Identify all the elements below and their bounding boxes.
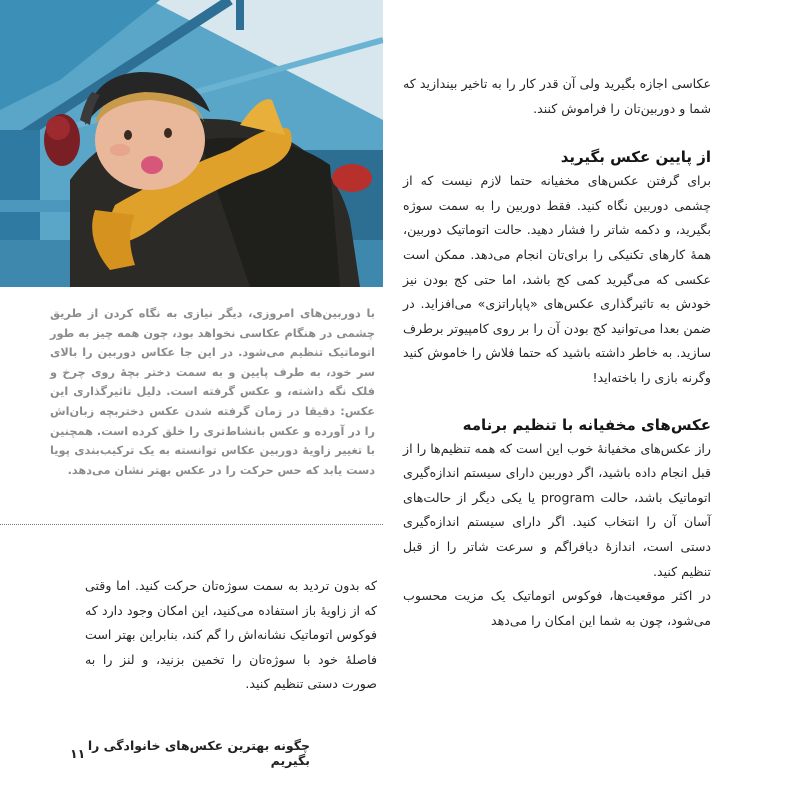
child-portrait-photo (0, 0, 383, 287)
section-heading-candid-program: عکس‌های مخفیانه با تنظیم برنامه (462, 415, 711, 434)
left-column-text: که بدون تردید به سمت سوژه‌تان حرکت کنید. اما وقتی که از زاویهٔ باز استفاده می‌کنید، این امکان وجود دارد که فوکوس اتوماتیک نشانه‌اش را گم کند، بنابراین بهتر است فاصلهٔ خود با سوژه‌تان را تخمین بزنید، و لنز را به صورت دستی تنظیم کنید. (85, 578, 377, 691)
section-heading-shoot-from-below: از پایین عکس بگیرید (560, 148, 711, 167)
dotted-divider (0, 524, 383, 525)
intro-paragraph: عکاسی اجازه بگیرید ولی آن قدر کار را به تاخیر بیندازید که شما و دوربین‌تان را فراموش کنند. (403, 76, 711, 116)
photo-caption: با دوربین‌های امروزی، دیگر نیازی به نگاه کردن از طریق چشمی در هنگام عکاسی نخواهد بود، چون همه چیز به طور اتوماتیک تنظیم می‌شود. در این جا عکاس دوربین را بالای سر خود، به طرف پایین و به سمت دختر بچهٔ روی چرخ و فلک نگه داشته، و عکس گرفته است. دلیل تاثیرگذاری این عکس: دقیقا در زمان گرفته شدن عکس دختربچه زبان‌اش را در آورده و عکس بانشاط‌تری را خلق کرده است. همچنین با تغییر زاویهٔ دوربین عکاس توانسته به یک ترکیب‌بندی پویا دست یابد که حس حرکت را در عکس بهتر نشان می‌دهد. (50, 307, 375, 477)
book-title: چگونه بهترین عکس‌های خانوادگی را بگیریم (87, 738, 310, 768)
paragraph-candid-program: راز عکس‌های مخفیانهٔ خوب این است که همه تنظیم‌ها را از قبل انجام داده باشید، اگر دوربین دارای سیستم اندازه‌گیری اتوماتیک باشد، حالت program یا یکی دیگر از حالت‌های آسان آن را انتخاب کنید. اگر دارای سیستم اندازه‌گیری دستی است، اندازهٔ دیافراگم و سرعت شاتر را از قبل تنظیم کنید. (403, 440, 711, 579)
page-number: ۱۱ (70, 745, 86, 761)
right-column (403, 72, 711, 633)
paragraph-autofocus: در اکثر موقعیت‌ها، فوکوس اتوماتیک یک مزیت محسوب می‌شود، چون به شما این امکان را می‌دهد (403, 588, 711, 628)
page-footer (70, 738, 310, 768)
paragraph-shoot-from-below: برای گرفتن عکس‌های مخفیانه حتما لازم نیست که از چشمی دوربین نگاه کنید. فقط دوربین را به سمت سوژه بگیرید، و دکمه شاتر را فشار دهید. حالت اتوماتیک دوربین، همهٔ کارهای تکنیکی را برای‌تان انجام می‌دهد. ممکن است عکسی که می‌گیرید کمی کج باشد، اما حتی کج بودن نیز خودش به تاثیرگذاری عکس‌های «پاپاراتزی» می‌افزاید. در ضمن بعدا می‌توانید کج بودن آن را بر روی کامپیوتر برطرف سازید. به خاطر داشته باشید که حتما فلاش را خاموش کنید وگرنه بازی را باخته‌اید! (403, 173, 711, 385)
